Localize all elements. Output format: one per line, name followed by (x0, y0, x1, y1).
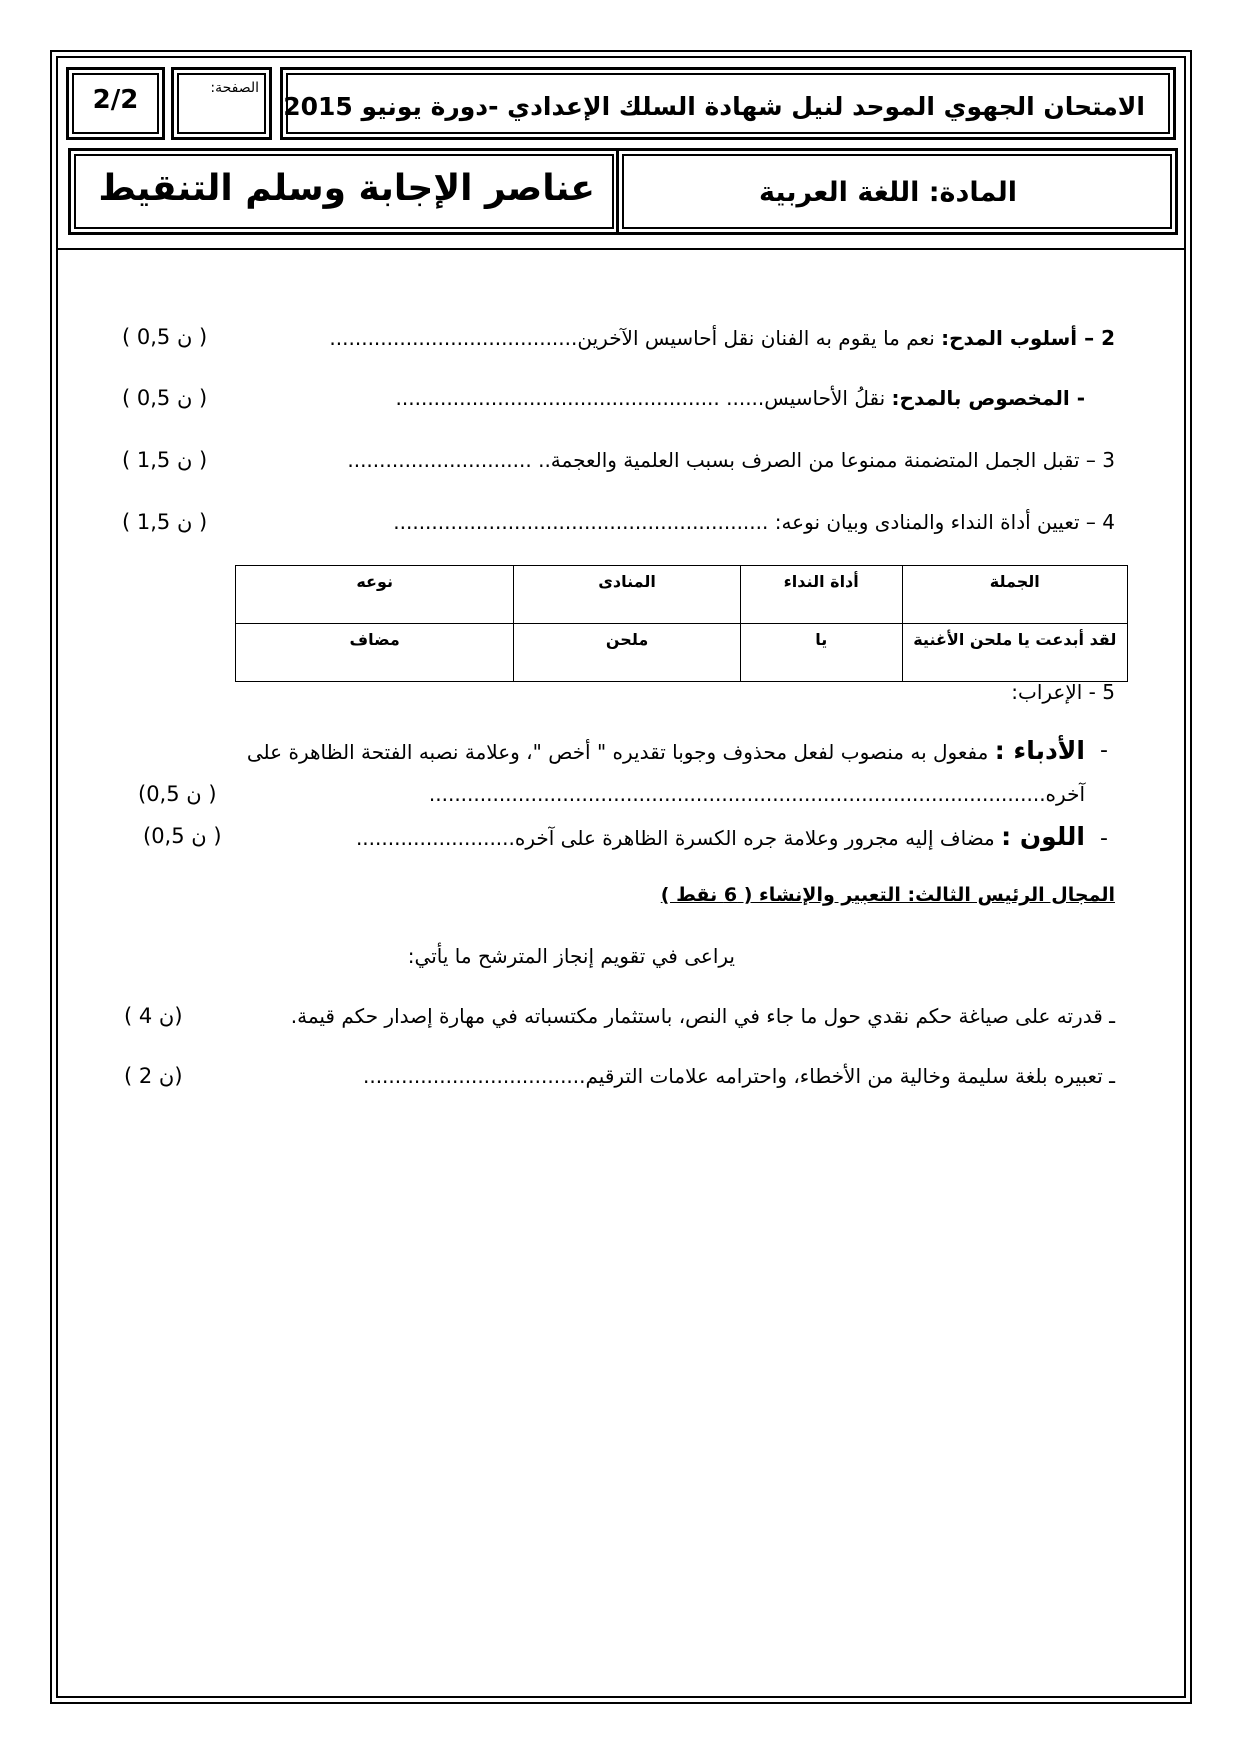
q2b-label: - المخصوص بالمدح: (891, 386, 1085, 410)
section3-heading: المجال الرئيس الثالث: التعبير والإنشاء ( 6 نقط ) (660, 884, 1115, 906)
irab-word1-cont: آخره................................................................................................. (428, 782, 1085, 806)
table-cell: ملحن (514, 624, 741, 682)
q2b-text: نقلُ الأحاسيس...... ................................................... (395, 386, 886, 410)
criterion-2-points: ( 2 ن) (124, 1064, 183, 1088)
table-cell: لقد أبدعت يا ملحن الأغنية (902, 624, 1127, 682)
doc-title-box (68, 148, 620, 235)
exam-title-box (280, 67, 1176, 140)
table-header: المنادى (514, 566, 741, 624)
table-header: أداة النداء (740, 566, 902, 624)
header-separator (56, 248, 1186, 250)
criterion-1: ـ قدرته على صياغة حكم نقدي حول ما جاء في النص، باستثمار مكتسباته في مهارة إصدار حكم قيمة. (290, 1004, 1115, 1028)
page-inner-frame (56, 56, 1186, 1698)
irab-word1-label: الأدباء : (994, 736, 1085, 765)
table-cell: مضاف (236, 624, 514, 682)
subject: المادة: اللغة العربية (758, 177, 1017, 208)
irab-word1-points: (0,5 ن ) (138, 782, 217, 806)
subject-box (616, 148, 1178, 235)
page-label-box (171, 67, 272, 140)
q2-text: نعم ما يقوم به الفنان نقل أحاسيس الآخرين....................................... (329, 326, 935, 350)
table-cell: يا (740, 624, 902, 682)
table-header: نوعه (236, 566, 514, 624)
q2-line (329, 326, 1115, 350)
page-label: الصفحة: (210, 80, 259, 96)
q4-line: 4 – تعيين أداة النداء والمنادى وبيان نوعه: ........................................................... (393, 510, 1115, 534)
section3-intro: يراعى في تقويم إنجاز المترشح ما يأتي: (407, 944, 735, 968)
bullet-dash: - (1100, 738, 1108, 763)
q2b-points: ( 0,5 ن ) (122, 386, 208, 410)
irab-word2-text: مضاف إليه مجرور وعلامة جره الكسرة الظاهرة على آخره......................... (355, 826, 995, 850)
table-row (236, 624, 1128, 682)
irab-word2-line (356, 822, 1085, 851)
table-header-row (236, 566, 1128, 624)
q3-points: ( 1,5 ن ) (122, 448, 208, 472)
bullet-dash: - (1100, 826, 1108, 851)
q5-line: 5 - الإعراب: (1011, 680, 1115, 704)
page-number: 2/2 (92, 85, 139, 115)
criterion-2: ـ تعبيره بلغة سليمة وخالية من الأخطاء، واحترامه علامات الترقيم................................... (362, 1064, 1115, 1088)
irab-word2-label: اللون : (1001, 822, 1085, 851)
vocative-table (235, 565, 1128, 682)
criterion-1-points: ( 4 ن) (124, 1004, 183, 1028)
irab-word1-text: مفعول به منصوب لفعل محذوف وجوبا تقديره " أخص "، وعلامة نصبه الفتحة الظاهرة على (246, 740, 989, 764)
irab-word2-points: (0,5 ن ) (143, 824, 222, 848)
exam-title: الامتحان الجهوي الموحد لنيل شهادة السلك الإعدادي -دورة يونيو 2015 (283, 92, 1145, 121)
q2b-line (396, 386, 1085, 410)
q2-points: ( 0,5 ن ) (122, 325, 208, 349)
page-number-box (66, 67, 165, 140)
doc-title: عناصر الإجابة وسلم التنقيط (98, 168, 595, 209)
q4-points: ( 1,5 ن ) (122, 510, 208, 534)
irab-word1-line (247, 736, 1085, 765)
q2-label: 2 – أسلوب المدح: (941, 326, 1115, 350)
table-header: الجملة (902, 566, 1127, 624)
q3-line: 3 – تقبل الجمل المتضمنة ممنوعا من الصرف بسبب العلمية والعجمة.. ............................. (347, 448, 1115, 472)
